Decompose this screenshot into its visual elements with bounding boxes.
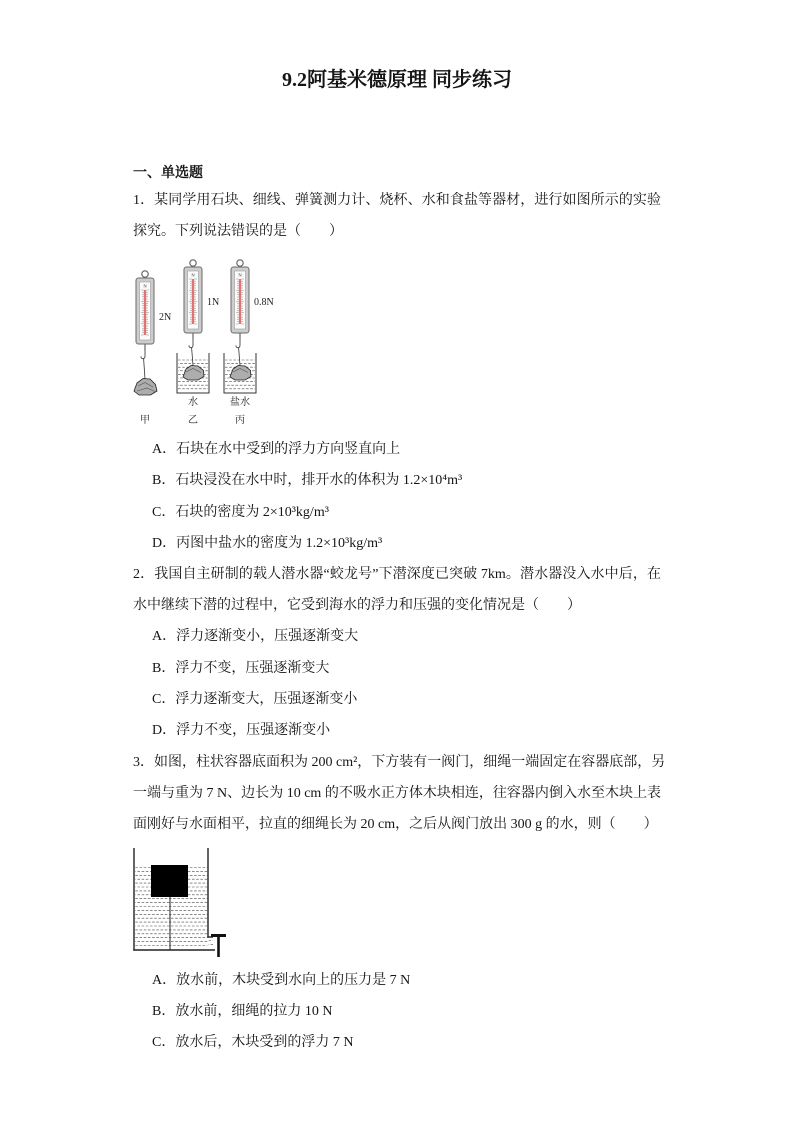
spring-scale-jia [134,271,171,395]
question-stem-line: 面刚好与水面相平，拉直的细绳长为 20 cm，之后从阀门放出 300 g 的水，则（ ） [133,817,658,832]
figure-container-with-block [128,843,232,961]
option-c: C．石块的密度为 2×10³kg/m³ [152,505,329,520]
spring-scale-bing [231,260,274,366]
string [192,348,193,366]
page-title: 9.2阿基米德原理 同步练习 [282,69,512,91]
option-a: A．浮力逐渐变小，压强逐渐变大 [152,629,359,644]
option-a: A．石块在水中受到的浮力方向竖直向上 [152,442,401,457]
option-c: C．放水后，木块受到的浮力 7 N [152,1035,354,1050]
string [239,348,240,366]
scale-ring [142,271,148,277]
option-b: B．浮力不变，压强逐渐变大 [152,661,330,676]
scale-ring [190,260,196,266]
panel-label-yi: 乙 [188,415,198,426]
liquid-label-salt-water: 盐水 [230,397,250,408]
pipe-water [209,941,213,945]
option-c: C．浮力逐渐变大，压强逐渐变小 [152,692,358,707]
question-stem-line: 3．如图，柱状容器底面积为 200 cm²，下方装有一阀门，细绳一端固定在容器底部，另 [133,755,666,770]
hook [141,350,145,359]
liquid-label-water: 水 [188,397,198,408]
wooden-block [151,865,188,897]
scale-indicator-bar [239,279,241,324]
scale-unit-label: N [143,283,147,289]
option-d: D．浮力不变，压强逐渐变小 [152,723,331,738]
beaker-water [177,353,209,393]
question-stem-line: 水中继续下潜的过程中，它受到海水的浮力和压强的变化情况是（ ） [133,598,581,613]
option-b: B．放水前，细绳的拉力 10 N [152,1004,333,1019]
stone [134,379,157,396]
string [144,359,145,379]
option-d: D．丙图中盐水的密度为 1.2×10³kg/m³ [152,536,383,551]
option-a: A．放水前，木块受到水向上的压力是 7 N [152,973,411,988]
hook [236,339,240,348]
scale-indicator-bar [144,290,146,335]
panel-label-bing: 丙 [235,415,245,426]
option-b: B．石块浸没在水中时，排开水的体积为 1.2×10⁴m³ [152,473,463,488]
beaker-salt-water [224,353,256,393]
scale-ring [237,260,243,266]
section-heading: 一、单选题 [133,166,203,181]
panel-label-jia: 甲 [140,415,150,426]
scale-unit-label: N [238,272,242,278]
scale-indicator-bar [192,279,194,324]
question-stem-line: 1．某同学用石块、细线、弹簧测力计、烧杯、水和食盐等器材，进行如图所示的实验 [133,193,661,208]
reading-label-bing: 0.8N [254,297,274,308]
scale-unit-label: N [191,272,195,278]
question-stem-line: 一端与重为 7 N、边长为 10 cm 的不吸水正方体木块相连，往容器内倒入水至木块上表 [133,786,661,801]
reading-label-jia: 2N [159,312,172,323]
hook [189,339,193,348]
spring-scale-yi [184,260,219,366]
question-stem-line: 2．我国自主研制的载人潜水器“蛟龙号”下潜深度已突破 7km。潜水器没入水中后，在 [133,567,661,582]
figure-spring-scale-experiment [126,252,282,432]
reading-label-yi: 1N [207,297,220,308]
question-stem-line: 探究。下列说法错误的是（ ） [133,224,343,239]
